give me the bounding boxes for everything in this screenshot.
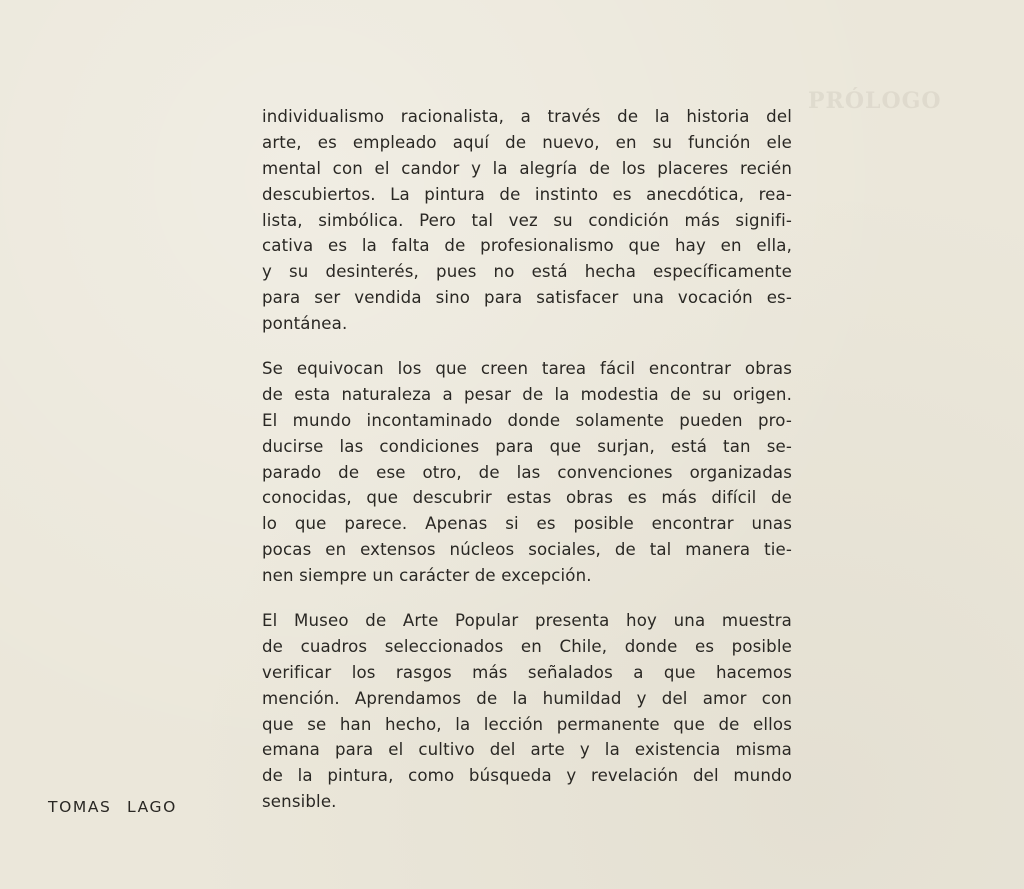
text-line: de la pintura, como búsqueda y revelación del mundo <box>262 766 792 786</box>
paragraph-1 <box>262 104 792 337</box>
text-line: lista, simbólica. Pero tal vez su condición más signifi- <box>262 210 792 230</box>
text-line: verificar los rasgos más señalados a que hacemos <box>262 662 792 682</box>
text-line: descubiertos. La pintura de instinto es anecdótica, rea- <box>262 184 792 204</box>
text-line: pocas en extensos núcleos sociales, de tal manera tie- <box>262 540 792 560</box>
text-line: y su desinterés, pues no está hecha específicamente <box>262 262 792 282</box>
text-line: individualismo racionalista, a través de la historia del <box>262 107 792 126</box>
text-line: ducirse las condiciones para que surjan, está tan se- <box>262 436 792 456</box>
text-line: conocidas, que descubrir estas obras es más difícil de <box>262 488 792 508</box>
text-line: mención. Aprendamos de la humildad y del amor con <box>262 688 792 708</box>
text-line: Se equivocan los que creen tarea fácil encontrar obras <box>262 359 792 379</box>
paragraph-3 <box>262 608 792 815</box>
text-column <box>262 104 792 834</box>
text-line: para ser vendida sino para satisfacer una vocación es- <box>262 288 792 308</box>
text-line: de cuadros seleccionados en Chile, donde es posible <box>262 636 792 656</box>
text-line: de esta naturaleza a pesar de la modestia de su origen. <box>262 384 792 404</box>
text-line: arte, es empleado aquí de nuevo, en su función ele <box>262 132 792 152</box>
text-line: que se han hecho, la lección permanente que de ellos <box>262 714 792 734</box>
text-line: nen siempre un carácter de excepción. <box>262 566 592 586</box>
text-line: sensible. <box>262 792 337 812</box>
text-line: lo que parece. Apenas si es posible encontrar unas <box>262 514 792 534</box>
text-line: El Museo de Arte Popular presenta hoy una muestra <box>262 611 792 631</box>
bleed-through-text: PRÓLOGO <box>808 88 942 114</box>
paragraph-2 <box>262 356 792 589</box>
text-line: parado de ese otro, de las convenciones organizadas <box>262 462 792 482</box>
author-name: TOMAS LAGO <box>48 798 177 816</box>
text-line: El mundo incontaminado donde solamente pueden pro- <box>262 410 792 430</box>
text-line: mental con el candor y la alegría de los placeres recién <box>262 158 792 178</box>
text-line: cativa es la falta de profesionalismo que hay en ella, <box>262 236 792 256</box>
text-line: emana para el cultivo del arte y la existencia misma <box>262 740 792 760</box>
text-line: pontánea. <box>262 314 348 334</box>
